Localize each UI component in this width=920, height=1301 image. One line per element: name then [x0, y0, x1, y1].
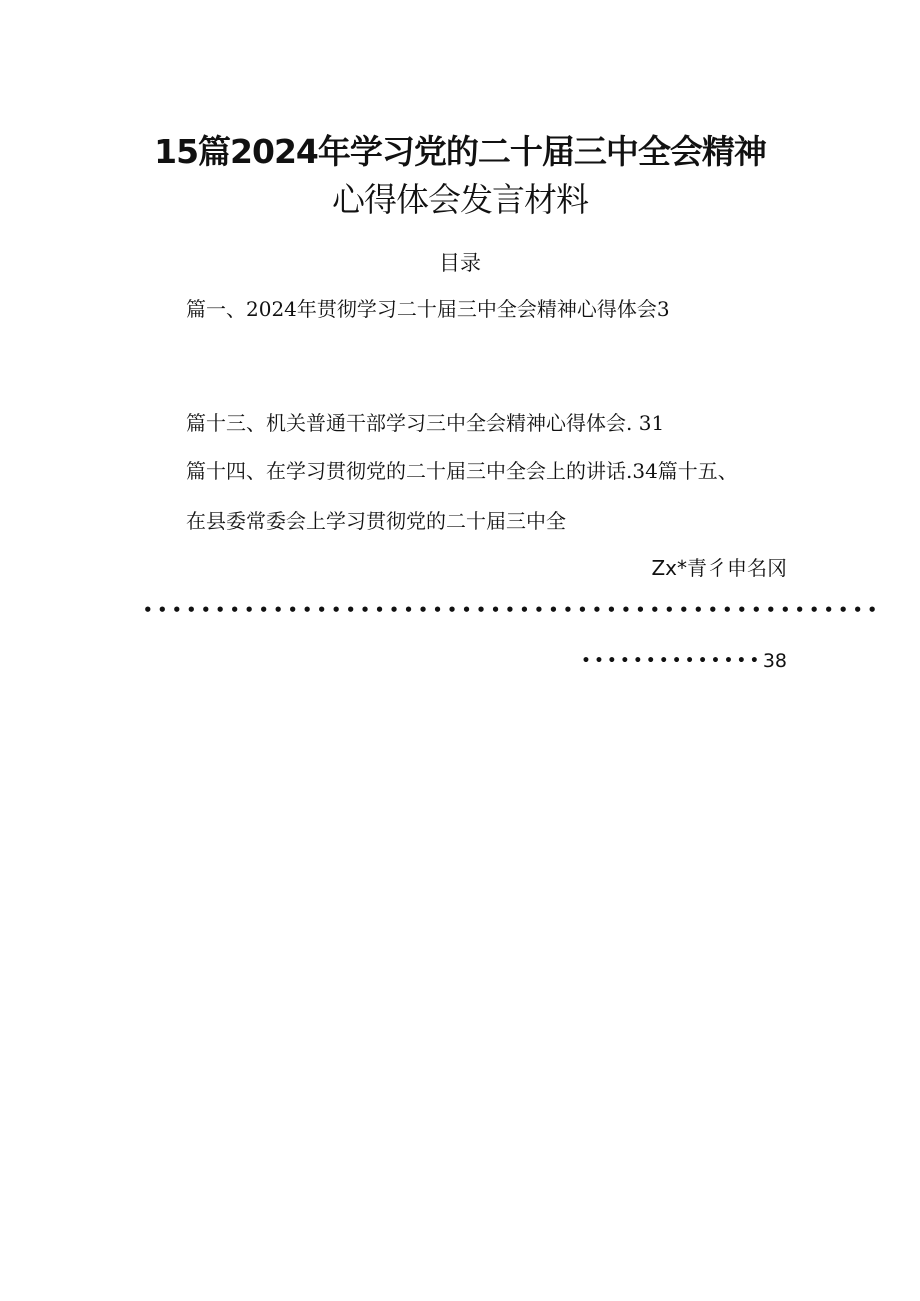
toc-entry[interactable]: 篇一、2024年贯彻学习二十届三中全会精神心得体会3 [186, 297, 670, 321]
toc-page-number-row [582, 650, 787, 672]
toc-entry[interactable]: 篇十三、机关普通干部学习三中全会精神心得体会. 31 [186, 411, 665, 435]
toc-heading: 目录 [439, 251, 481, 275]
document-title-line-1: 15篇2024年学习党的二十届三中全会精神 [154, 132, 766, 171]
toc-entry[interactable]: 在县委常委会上学习贯彻党的二十届三中全 [186, 509, 566, 533]
toc-garbled-text: Zx*青彳申名冈 [651, 556, 787, 580]
trailing-leader-dots: •••••••••••••• [581, 653, 763, 669]
toc-page-number: 38 [762, 650, 787, 672]
leader-dots: ••••••••••••••••••••••••••••••••••••••••••••••••••• [143, 601, 882, 619]
document-title-line-2: 心得体会发言材料 [332, 180, 588, 219]
toc-entry[interactable]: 篇十四、在学习贯彻党的二十届三中全会上的讲话.34篇十五、 [186, 459, 738, 483]
toc-leader-dots [143, 598, 882, 622]
